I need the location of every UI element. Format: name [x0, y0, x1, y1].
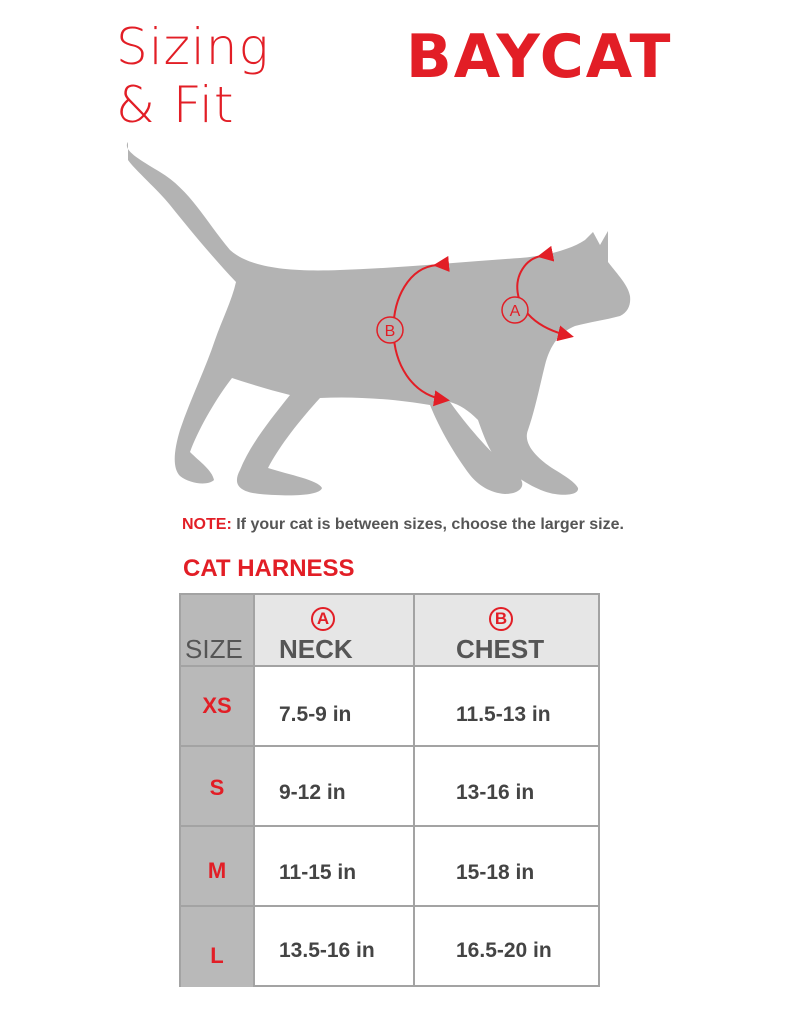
size-value: S [209, 775, 225, 800]
neck-marker: A [311, 607, 335, 631]
brand-logo: BAYCAT [406, 22, 673, 92]
section-title: CAT HARNESS [183, 555, 355, 582]
chest-marker: B [489, 607, 513, 631]
table-row [181, 747, 598, 827]
table-row [181, 667, 598, 747]
neck-header-cell [255, 595, 415, 665]
neck-header: NECK [279, 634, 353, 664]
size-value: XS [202, 693, 232, 718]
neck-value: 9-12 in [279, 781, 346, 804]
title-line-2: & Fit [116, 76, 235, 134]
table-row [181, 827, 598, 907]
note-text: If your cat is between sizes, choose the larger size. [236, 516, 624, 533]
size-value: M [207, 858, 227, 883]
chest-value: 13-16 in [456, 781, 535, 804]
neck-value: 13.5-16 in [279, 939, 375, 962]
size-value: L [210, 943, 224, 968]
title-line-1: Sizing [116, 18, 270, 76]
cat-measurement-diagram [0, 120, 800, 510]
neck-marker-letter: A [509, 303, 521, 320]
size-header: SIZE [185, 634, 243, 664]
chest-header-cell [415, 595, 598, 665]
chest-value: 15-18 in [456, 861, 535, 884]
neck-value: 11-15 in [279, 861, 357, 884]
chest-marker-letter: B [384, 323, 396, 340]
table-header-row [181, 595, 598, 667]
chest-value: 16.5-20 in [456, 939, 552, 962]
cat-silhouette [127, 142, 630, 495]
chest-header: CHEST [456, 634, 545, 664]
table-row [181, 907, 598, 987]
sizing-note [182, 516, 624, 534]
note-label: NOTE: [182, 516, 232, 533]
size-header-cell [181, 595, 255, 665]
neck-value: 7.5-9 in [279, 703, 352, 726]
page-title [116, 18, 269, 134]
size-chart-table [179, 593, 600, 987]
chest-value: 11.5-13 in [456, 703, 551, 726]
